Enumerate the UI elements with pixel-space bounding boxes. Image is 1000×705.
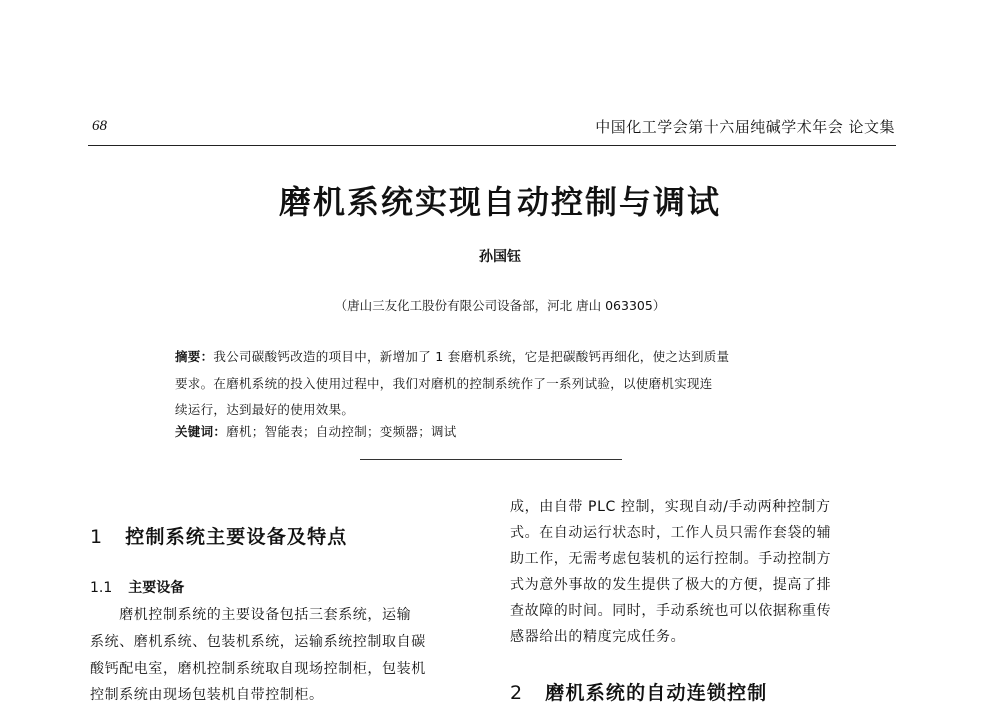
right-body-line: 式为意外事故的发生提供了极大的方便，提高了排 (510, 577, 832, 593)
abstract-line-2: 要求。在磨机系统的投入使用过程中，我们对磨机的控制系统作了一系列试验，以使磨机实现连 (175, 376, 713, 391)
keywords-label: 关键词： (175, 424, 227, 439)
left-body-line: 控制系统由现场包装机自带控制柜。 (90, 687, 324, 703)
section-1-title: 控制系统主要设备及特点 (125, 526, 348, 548)
abstract-label: 摘要： (175, 349, 214, 364)
section-2-number: 2 (510, 682, 524, 704)
section-1-heading (90, 522, 348, 549)
author-affiliation: （唐山三友化工股份有限公司设备部，河北 唐山 063305） (334, 298, 666, 313)
section-2-heading (510, 678, 768, 705)
author-name: 孙国钰 (479, 249, 521, 265)
right-body-line: 式。在自动运行状态时，工作人员只需作套袋的辅 (510, 525, 832, 541)
subsection-1-1-number: 1.1 (90, 580, 113, 596)
left-body-line: 磨机控制系统的主要设备包括三套系统，运输 (90, 607, 412, 623)
header-rule (88, 145, 896, 146)
left-body-line: 酸钙配电室，磨机控制系统取自现场控制柜，包装机 (90, 661, 426, 677)
abstract-line-1 (175, 347, 729, 365)
right-body-line: 感器给出的精度完成任务。 (510, 629, 686, 645)
right-body-line: 成，由自带 PLC 控制，实现自动/手动两种控制方 (510, 499, 831, 515)
abstract-divider (360, 459, 622, 460)
right-body-line: 助工作，无需考虑包装机的运行控制。手动控制方 (510, 551, 832, 567)
keywords-line (175, 422, 457, 440)
abstract-line-3: 续运行，达到最好的使用效果。 (175, 402, 355, 417)
subsection-1-1-heading (90, 577, 184, 597)
section-1-number: 1 (90, 526, 104, 548)
running-header: 中国化工学会第十六届纯碱学术年会 论文集 (595, 118, 895, 136)
abstract-text: 我公司碳酸钙改造的项目中，新增加了 1 套磨机系统，它是把碳酸钙再细化，使之达到质量 (213, 349, 730, 364)
keywords-text: 磨机；智能表；自动控制；变频器；调试 (226, 424, 457, 439)
paper-title: 磨机系统实现自动控制与调试 (278, 183, 721, 221)
page-number: 68 (92, 118, 107, 134)
right-body-line: 查故障的时间。同时，手动系统也可以依据称重传 (510, 603, 832, 619)
left-body-line: 系统、磨机系统、包装机系统，运输系统控制取自碳 (90, 634, 426, 650)
subsection-1-1-title: 主要设备 (128, 580, 185, 596)
section-2-title: 磨机系统的自动连锁控制 (545, 682, 768, 704)
